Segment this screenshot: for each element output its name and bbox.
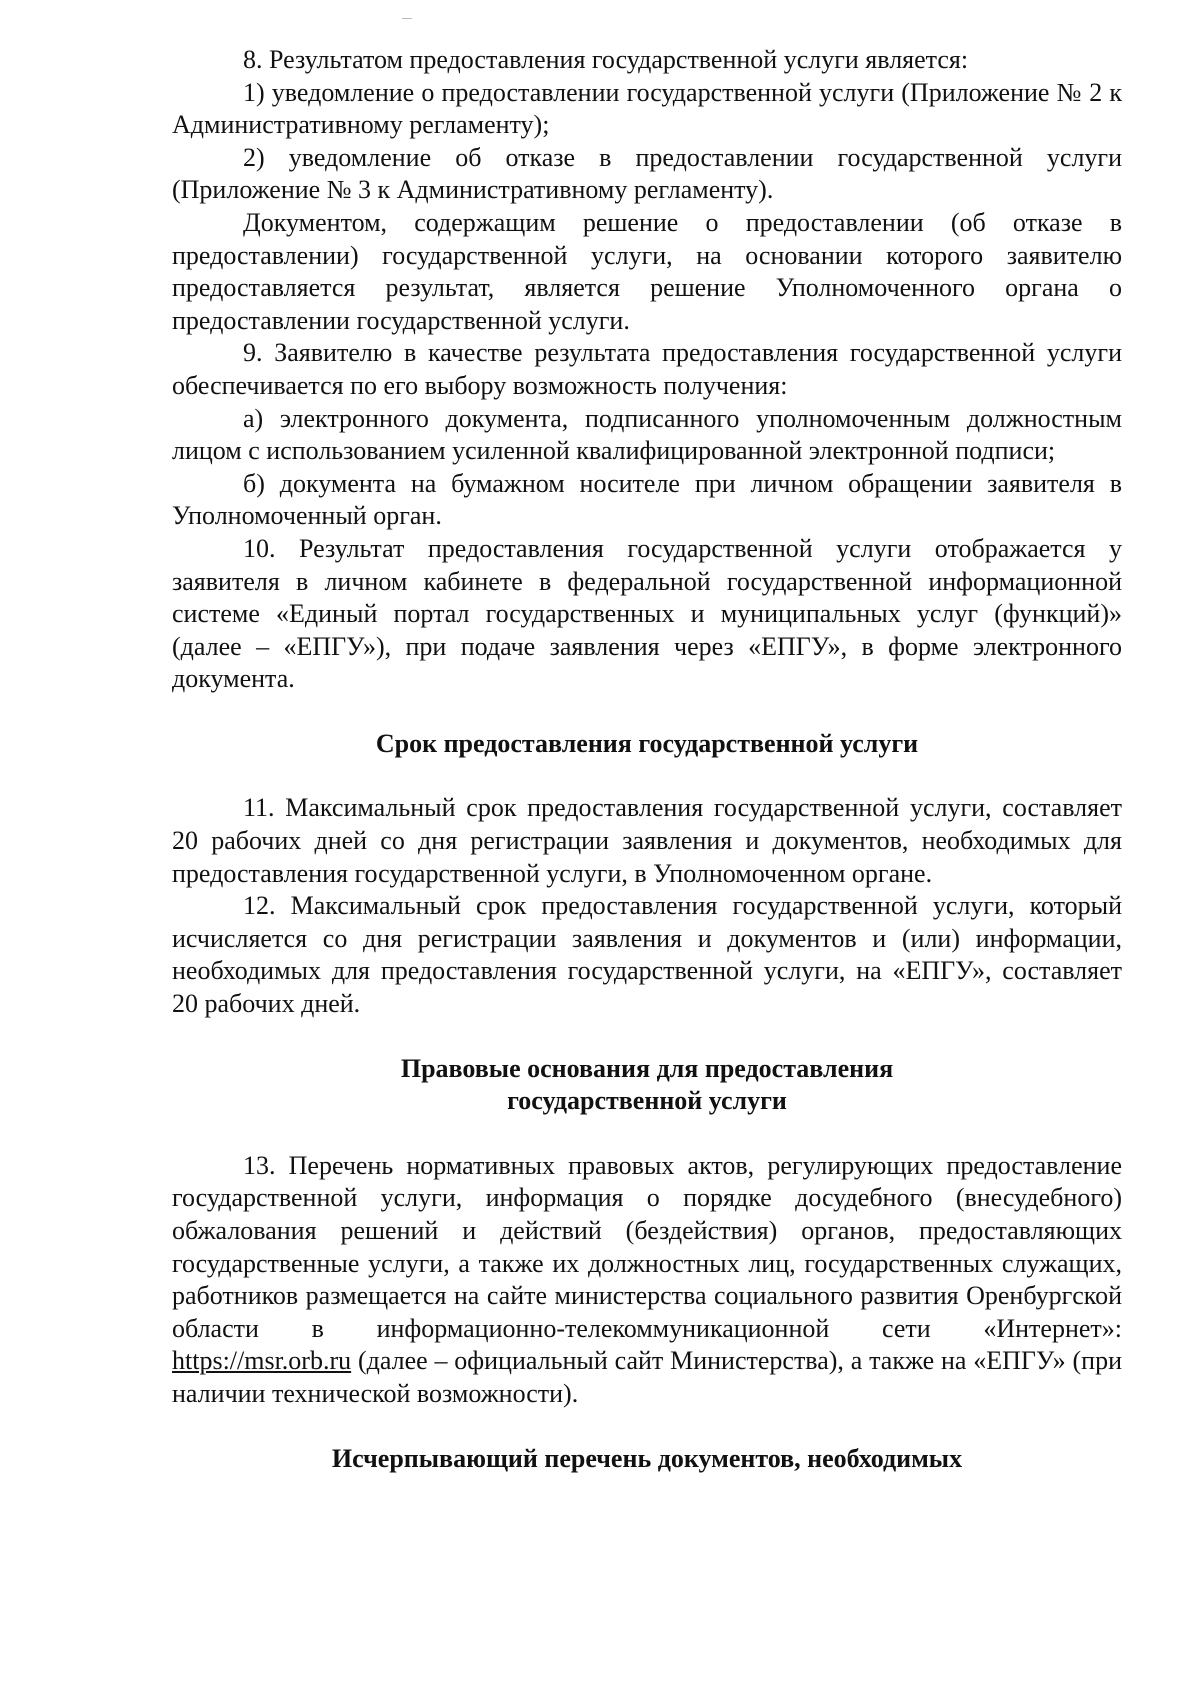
paragraph-10: 10. Результат предоставления государственной услуги отображается у заявителя в личном кабинете в федеральной государственной информационной системе «Единый портал государственных и муниципальных услуг (функций)» (далее – «ЕПГУ»), при подаче заявления через «ЕПГУ», в форме электронного документа.	[172, 533, 1122, 694]
scan-artifact	[402, 18, 412, 19]
section-heading-legal-basis	[172, 1053, 1122, 1118]
ministry-website-link[interactable]: https://msr.orb.ru	[172, 1346, 352, 1376]
paragraph-9-item-b: б) документа на бумажном носителе при личном обращении заявителя в Уполномоченный орган.	[172, 468, 1122, 531]
section-heading-term: Срок предоставления государственной услуги	[375, 728, 919, 758]
section-heading-legal-basis-line-1: Правовые основания для предоставления	[400, 1053, 894, 1083]
paragraph-13-text-before: 13. Перечень нормативных правовых актов, регулирующих предоставление государственной услуги, информация о порядке досудебного (внесудебного) обжалования решений и действий (бездействия) органов, предоставляющих государственные услуги, а также их должностных лиц, государственных служащих, работников размещается на сайте министерства социального развития Оренбургской области в информационно-телекоммуникационной сети «Интернет»:	[172, 1150, 1122, 1343]
paragraph-13	[172, 1150, 1122, 1411]
paragraph-8: 8. Результатом предоставления государственной услуги является:	[243, 45, 969, 74]
paragraph-9: 9. Заявителю в качестве результата предоставления государственной услуги обеспечивается по его выбору возможность получения:	[172, 338, 1122, 400]
paragraph-13-text-after: (далее – официальный сайт Министерства), а также на «ЕПГУ» (при наличии технической возможности).	[172, 1346, 1122, 1408]
paragraph-11: 11. Максимальный срок предоставления государственной услуги, составляет 20 рабочих дней со дня регистрации заявления и документов, необходимых для предоставления государственной услуги, в Уполномоченном органе.	[172, 793, 1122, 888]
paragraph-8-item-2: 2) уведомление об отказе в предоставлении государственной услуги (Приложение № 3 к Административному регламенту).	[172, 142, 1122, 205]
paragraph-8-item-1: 1) уведомление о предоставлении государственной услуги (Приложение № 2 к Административному регламенту);	[172, 77, 1122, 140]
paragraph-12: 12. Максимальный срок предоставления государственной услуги, который исчисляется со дня регистрации заявления и документов и (или) информации, необходимых для предоставления государственной услуги, на «ЕПГУ», составляет 20 рабочих дней.	[172, 891, 1122, 1019]
paragraph-decision-document: Документом, содержащим решение о предоставлении (об отказе в предоставлении) государственной услуги, на основании которого заявителю предоставляется результат, является решение Уполномоченного органа о предоставлении государственной услуги.	[172, 207, 1122, 335]
section-heading-legal-basis-line-2: государственной услуги	[507, 1086, 787, 1116]
section-heading-documents-list: Исчерпывающий перечень документов, необходимых	[331, 1443, 963, 1473]
paragraph-9-item-a: а) электронного документа, подписанного уполномоченным должностным лицом с использованием усиленной квалифицированной электронной подписи;	[172, 403, 1122, 466]
document-body	[172, 44, 1122, 1475]
